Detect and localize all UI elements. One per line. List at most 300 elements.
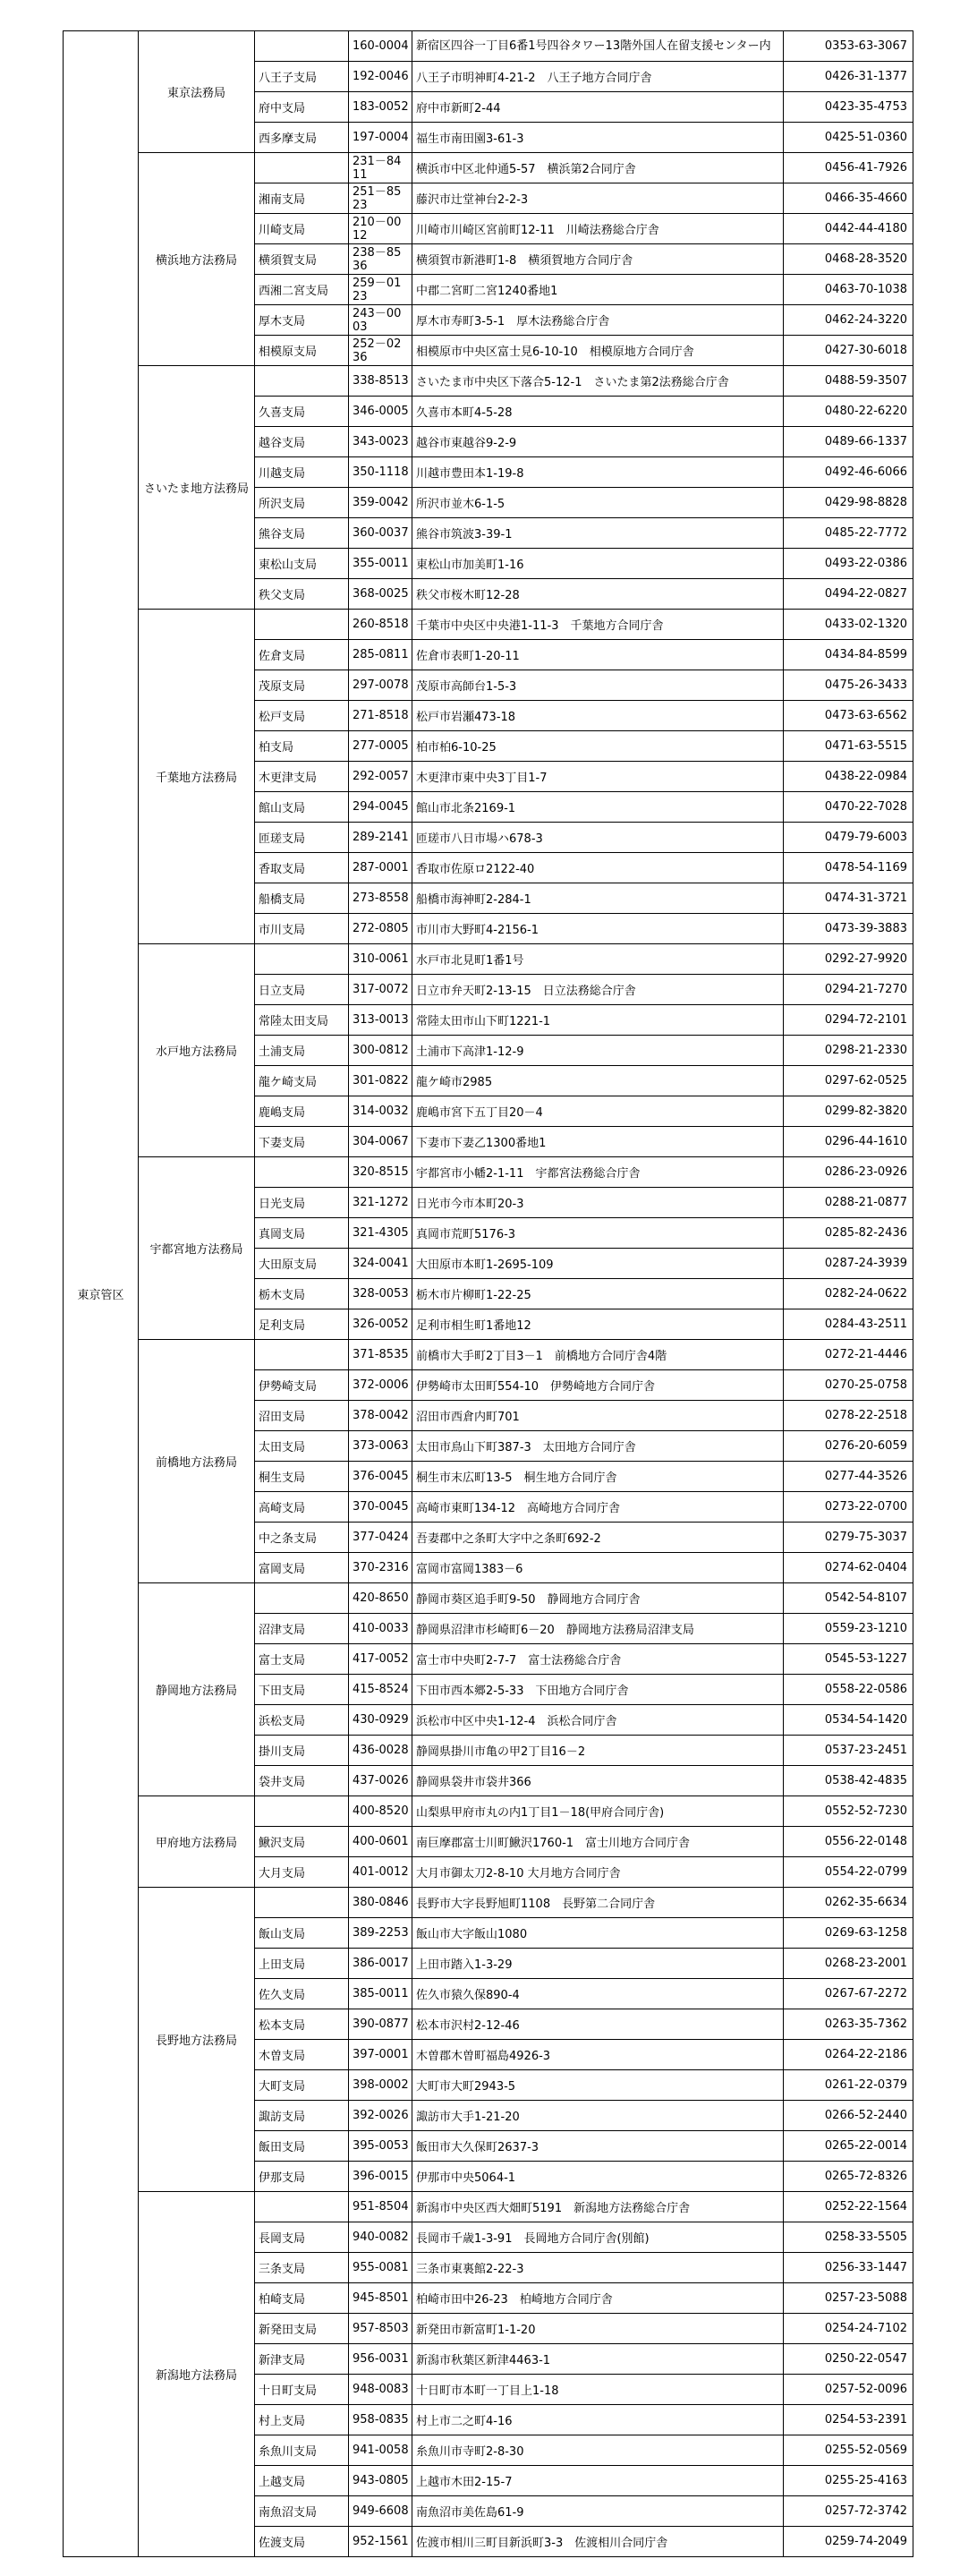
postal-code-cell: 397-0001 xyxy=(349,2040,412,2070)
branch-cell: 下妻支局 xyxy=(255,1127,349,1157)
branch-cell: 袋井支局 xyxy=(255,1766,349,1796)
phone-cell: 0263-35-7362 xyxy=(784,2009,913,2040)
branch-cell xyxy=(255,1888,349,1918)
branch-cell: 匝瑳支局 xyxy=(255,823,349,853)
phone-cell: 0488-59-3507 xyxy=(784,366,913,397)
address-cell: 市川市大野町4-2156-1 xyxy=(412,914,784,944)
table-row xyxy=(64,1796,913,1827)
postal-code-cell: 370-0045 xyxy=(349,1492,412,1523)
postal-code-cell: 948-0083 xyxy=(349,2375,412,2405)
address-cell: 所沢市並木6-1-5 xyxy=(412,488,784,518)
address-cell: 糸魚川市寺町2-8-30 xyxy=(412,2435,784,2466)
phone-cell: 0426-31-1377 xyxy=(784,62,913,92)
postal-code-cell: 360-0037 xyxy=(349,518,412,549)
address-cell: 千葉市中央区中央港1-11-3 千葉地方合同庁舎 xyxy=(412,610,784,640)
address-cell: 栃木市片柳町1-22-25 xyxy=(412,1279,784,1309)
phone-cell: 0292-27-9920 xyxy=(784,944,913,975)
address-cell: 横浜市中区北仲通5-57 横浜第2合同庁舎 xyxy=(412,153,784,183)
branch-cell: 大田原支局 xyxy=(255,1249,349,1279)
postal-code-cell: 197-0004 xyxy=(349,123,412,153)
branch-cell: 浜松支局 xyxy=(255,1705,349,1736)
branch-cell: 厚木支局 xyxy=(255,305,349,336)
phone-cell: 0258-33-5505 xyxy=(784,2222,913,2253)
address-cell: 南魚沼市美佐島61-9 xyxy=(412,2496,784,2527)
address-cell: 木更津市東中央3丁目1-7 xyxy=(412,762,784,792)
table-row xyxy=(64,366,913,397)
table-row xyxy=(64,1340,913,1370)
branch-cell: 太田支局 xyxy=(255,1431,349,1462)
phone-cell: 0259-74-2049 xyxy=(784,2527,913,2557)
branch-cell xyxy=(255,1157,349,1188)
branch-cell: 糸魚川支局 xyxy=(255,2435,349,2466)
address-cell: 柏市柏6-10-25 xyxy=(412,731,784,762)
postal-code-cell: 271-8518 xyxy=(349,701,412,731)
branch-cell: 佐倉支局 xyxy=(255,640,349,670)
branch-cell: 掛川支局 xyxy=(255,1736,349,1766)
postal-code-cell: 945-8501 xyxy=(349,2283,412,2314)
postal-code-cell: 272-0805 xyxy=(349,914,412,944)
address-cell: 足利市相生町1番地12 xyxy=(412,1309,784,1340)
branch-cell: 伊勢崎支局 xyxy=(255,1370,349,1401)
address-cell: 相模原市中央区富士見6-10-10 相模原地方合同庁舎 xyxy=(412,336,784,366)
postal-code-cell: 958-0835 xyxy=(349,2405,412,2435)
postal-code-cell: 301-0822 xyxy=(349,1066,412,1096)
phone-cell: 0262-35-6634 xyxy=(784,1888,913,1918)
branch-cell: 相模原支局 xyxy=(255,336,349,366)
phone-cell: 0425-51-0360 xyxy=(784,123,913,153)
address-cell: 新潟市中央区西大畑町5191 新潟地方法務総合庁舎 xyxy=(412,2192,784,2222)
branch-cell: 十日町支局 xyxy=(255,2375,349,2405)
address-cell: 伊勢崎市太田町554-10 伊勢崎地方合同庁舎 xyxy=(412,1370,784,1401)
branch-cell: 土浦支局 xyxy=(255,1036,349,1066)
branch-cell: 栃木支局 xyxy=(255,1279,349,1309)
postal-code-cell: 376-0045 xyxy=(349,1462,412,1492)
postal-code-cell: 957-8503 xyxy=(349,2314,412,2344)
branch-cell: 真岡支局 xyxy=(255,1218,349,1249)
table-row xyxy=(64,31,913,62)
postal-code-cell: 377-0424 xyxy=(349,1523,412,1553)
address-cell: 川崎市川崎区宮前町12-11 川崎法務総合庁舎 xyxy=(412,214,784,244)
phone-cell: 0480-22-6220 xyxy=(784,397,913,427)
table-row xyxy=(64,944,913,975)
phone-cell: 0272-21-4446 xyxy=(784,1340,913,1370)
postal-code-cell: 160-0004 xyxy=(349,31,412,62)
postal-code-cell: 321-1272 xyxy=(349,1188,412,1218)
address-cell: 浜松市中区中央1-12-4 浜松合同庁舎 xyxy=(412,1705,784,1736)
branch-cell: 日光支局 xyxy=(255,1188,349,1218)
postal-code-cell: 326-0052 xyxy=(349,1309,412,1340)
address-cell: 山梨県甲府市丸の内1丁目1－18(甲府合同庁舎) xyxy=(412,1796,784,1827)
branch-cell: 越谷支局 xyxy=(255,427,349,457)
branch-cell: 西湘二宮支局 xyxy=(255,275,349,305)
branch-cell: 村上支局 xyxy=(255,2405,349,2435)
branch-cell: 新発田支局 xyxy=(255,2314,349,2344)
postal-code-cell: 183-0052 xyxy=(349,92,412,123)
address-cell: 新潟市秋葉区新津4463-1 xyxy=(412,2344,784,2375)
postal-code-cell: 430-0929 xyxy=(349,1705,412,1736)
branch-cell: 横須賀支局 xyxy=(255,244,349,275)
branch-cell: 館山支局 xyxy=(255,792,349,823)
phone-cell: 0250-22-0547 xyxy=(784,2344,913,2375)
address-cell: 飯山市大字飯山1080 xyxy=(412,1918,784,1949)
phone-cell: 0433-02-1320 xyxy=(784,610,913,640)
branch-cell: 佐渡支局 xyxy=(255,2527,349,2557)
address-cell: 藤沢市辻堂神台2-2-3 xyxy=(412,183,784,214)
postal-code-cell: 951-8504 xyxy=(349,2192,412,2222)
phone-cell: 0479-79-6003 xyxy=(784,823,913,853)
branch-cell: 所沢支局 xyxy=(255,488,349,518)
branch-cell: 市川支局 xyxy=(255,914,349,944)
phone-cell: 0278-22-2518 xyxy=(784,1401,913,1431)
address-cell: 十日町市本町一丁目上1-18 xyxy=(412,2375,784,2405)
address-cell: 富岡市富岡1383－6 xyxy=(412,1553,784,1583)
address-cell: 三条市東裏館2-22-3 xyxy=(412,2253,784,2283)
bureau-name-cell: 横浜地方法務局 xyxy=(139,153,255,366)
branch-cell: 三条支局 xyxy=(255,2253,349,2283)
address-cell: 香取市佐原ロ2122-40 xyxy=(412,853,784,883)
address-cell: 八王子市明神町4-21-2 八王子地方合同庁舎 xyxy=(412,62,784,92)
postal-code-cell: 300-0812 xyxy=(349,1036,412,1066)
address-cell: 佐久市猿久保890-4 xyxy=(412,1979,784,2009)
postal-code-cell: 415-8524 xyxy=(349,1675,412,1705)
postal-code-cell: 320-8515 xyxy=(349,1157,412,1188)
bureau-name-cell: さいたま地方法務局 xyxy=(139,366,255,610)
postal-code-cell: 346-0005 xyxy=(349,397,412,427)
branch-cell: 松本支局 xyxy=(255,2009,349,2040)
table-row xyxy=(64,1583,913,1614)
phone-cell: 0552-52-7230 xyxy=(784,1796,913,1827)
postal-code-cell: 370-2316 xyxy=(349,1553,412,1583)
phone-cell: 0268-23-2001 xyxy=(784,1949,913,1979)
phone-cell: 0538-42-4835 xyxy=(784,1766,913,1796)
bureau-name-cell: 千葉地方法務局 xyxy=(139,610,255,944)
postal-code-cell: 313-0013 xyxy=(349,1005,412,1036)
address-cell: 日立市弁天町2-13-15 日立法務総合庁舎 xyxy=(412,975,784,1005)
branch-cell: 諏訪支局 xyxy=(255,2101,349,2131)
postal-code-cell: 386-0017 xyxy=(349,1949,412,1979)
postal-code-cell: 231－8411 xyxy=(349,153,412,183)
branch-cell: 沼津支局 xyxy=(255,1614,349,1644)
branch-cell: 上越支局 xyxy=(255,2466,349,2496)
bureau-name-cell: 前橋地方法務局 xyxy=(139,1340,255,1583)
bureau-name-cell: 甲府地方法務局 xyxy=(139,1796,255,1888)
postal-code-cell: 956-0031 xyxy=(349,2344,412,2375)
address-cell: 福生市南田園3-61-3 xyxy=(412,123,784,153)
phone-cell: 0494-22-0827 xyxy=(784,579,913,610)
branch-cell: 大町支局 xyxy=(255,2070,349,2101)
branch-cell: 香取支局 xyxy=(255,853,349,883)
address-cell: 下妻市下妻乙1300番地1 xyxy=(412,1127,784,1157)
phone-cell: 0353-63-3067 xyxy=(784,31,913,62)
postal-code-cell: 251－8523 xyxy=(349,183,412,214)
address-cell: 日光市今市本町20-3 xyxy=(412,1188,784,1218)
phone-cell: 0255-25-4163 xyxy=(784,2466,913,2496)
postal-code-cell: 243－0003 xyxy=(349,305,412,336)
phone-cell: 0554-22-0799 xyxy=(784,1857,913,1888)
branch-cell: 富士支局 xyxy=(255,1644,349,1675)
phone-cell: 0255-52-0569 xyxy=(784,2435,913,2466)
branch-cell: 南魚沼支局 xyxy=(255,2496,349,2527)
phone-cell: 0277-44-3526 xyxy=(784,1462,913,1492)
postal-code-cell: 277-0005 xyxy=(349,731,412,762)
address-cell: 常陸太田市山下町1221-1 xyxy=(412,1005,784,1036)
address-cell: 木曽郡木曽町福島4926-3 xyxy=(412,2040,784,2070)
phone-cell: 0254-24-7102 xyxy=(784,2314,913,2344)
address-cell: 大町市大町2943-5 xyxy=(412,2070,784,2101)
address-cell: 前橋市大手町2丁目3－1 前橋地方合同庁舎4階 xyxy=(412,1340,784,1370)
postal-code-cell: 287-0001 xyxy=(349,853,412,883)
branch-cell: 日立支局 xyxy=(255,975,349,1005)
postal-code-cell: 343-0023 xyxy=(349,427,412,457)
phone-cell: 0537-23-2451 xyxy=(784,1736,913,1766)
phone-cell: 0559-23-1210 xyxy=(784,1614,913,1644)
address-cell: 船橋市海神町2-284-1 xyxy=(412,883,784,914)
phone-cell: 0297-62-0525 xyxy=(784,1066,913,1096)
postal-code-cell: 260-8518 xyxy=(349,610,412,640)
address-cell: 静岡市葵区追手町9-50 静岡地方合同庁舎 xyxy=(412,1583,784,1614)
address-cell: 高崎市東町134-12 高崎地方合同庁舎 xyxy=(412,1492,784,1523)
branch-cell xyxy=(255,366,349,397)
postal-code-cell: 401-0012 xyxy=(349,1857,412,1888)
address-cell: 熊谷市筑波3-39-1 xyxy=(412,518,784,549)
postal-code-cell: 400-8520 xyxy=(349,1796,412,1827)
phone-cell: 0489-66-1337 xyxy=(784,427,913,457)
phone-cell: 0429-98-8828 xyxy=(784,488,913,518)
address-cell: 静岡県袋井市袋井366 xyxy=(412,1766,784,1796)
phone-cell: 0473-63-6562 xyxy=(784,701,913,731)
phone-cell: 0299-82-3820 xyxy=(784,1096,913,1127)
postal-code-cell: 400-0601 xyxy=(349,1827,412,1857)
address-cell: 宇都宮市小幡2-1-11 宇都宮法務総合庁舎 xyxy=(412,1157,784,1188)
address-cell: 桐生市末広町13-5 桐生地方合同庁舎 xyxy=(412,1462,784,1492)
phone-cell: 0270-25-0758 xyxy=(784,1370,913,1401)
table-row xyxy=(64,1157,913,1188)
branch-cell: 東松山支局 xyxy=(255,549,349,579)
branch-cell xyxy=(255,1583,349,1614)
postal-code-cell: 273-8558 xyxy=(349,883,412,914)
bureau-name-cell: 新潟地方法務局 xyxy=(139,2192,255,2557)
phone-cell: 0274-62-0404 xyxy=(784,1553,913,1583)
branch-cell: 鰍沢支局 xyxy=(255,1827,349,1857)
phone-cell: 0556-22-0148 xyxy=(784,1827,913,1857)
phone-cell: 0286-23-0926 xyxy=(784,1157,913,1188)
phone-cell: 0288-21-0877 xyxy=(784,1188,913,1218)
branch-cell: 飯田支局 xyxy=(255,2131,349,2162)
address-cell: 沼田市西倉内町701 xyxy=(412,1401,784,1431)
phone-cell: 0273-22-0700 xyxy=(784,1492,913,1523)
bureau-name-cell: 水戸地方法務局 xyxy=(139,944,255,1157)
postal-code-cell: 410-0033 xyxy=(349,1614,412,1644)
phone-cell: 0542-54-8107 xyxy=(784,1583,913,1614)
phone-cell: 0468-28-3520 xyxy=(784,244,913,275)
address-cell: 吾妻郡中之条町大字中之条町692-2 xyxy=(412,1523,784,1553)
branch-cell: 佐久支局 xyxy=(255,1979,349,2009)
phone-cell: 0282-24-0622 xyxy=(784,1279,913,1309)
branch-cell: 長岡支局 xyxy=(255,2222,349,2253)
postal-code-cell: 285-0811 xyxy=(349,640,412,670)
phone-cell: 0298-21-2330 xyxy=(784,1036,913,1066)
branch-cell: 足利支局 xyxy=(255,1309,349,1340)
address-cell: 上越市木田2-15-7 xyxy=(412,2466,784,2496)
postal-code-cell: 396-0015 xyxy=(349,2162,412,2192)
branch-cell: 常陸太田支局 xyxy=(255,1005,349,1036)
branch-cell: 府中支局 xyxy=(255,92,349,123)
branch-cell: 久喜支局 xyxy=(255,397,349,427)
address-cell: 諏訪市大手1-21-20 xyxy=(412,2101,784,2131)
table-row xyxy=(64,2192,913,2222)
postal-code-cell: 373-0063 xyxy=(349,1431,412,1462)
phone-cell: 0434-84-8599 xyxy=(784,640,913,670)
postal-code-cell: 420-8650 xyxy=(349,1583,412,1614)
phone-cell: 0254-53-2391 xyxy=(784,2405,913,2435)
postal-code-cell: 338-8513 xyxy=(349,366,412,397)
phone-cell: 0470-22-7028 xyxy=(784,792,913,823)
office-directory-body xyxy=(64,31,913,2557)
postal-code-cell: 355-0011 xyxy=(349,549,412,579)
address-cell: 上田市踏入1-3-29 xyxy=(412,1949,784,1979)
branch-cell: 伊那支局 xyxy=(255,2162,349,2192)
address-cell: 下田市西本郷2-5-33 下田地方合同庁舎 xyxy=(412,1675,784,1705)
branch-cell: 大月支局 xyxy=(255,1857,349,1888)
phone-cell: 0287-24-3939 xyxy=(784,1249,913,1279)
branch-cell: 川崎支局 xyxy=(255,214,349,244)
branch-cell: 松戸支局 xyxy=(255,701,349,731)
address-cell: 茂原市高師台1-5-3 xyxy=(412,670,784,701)
branch-cell: 八王子支局 xyxy=(255,62,349,92)
phone-cell: 0261-22-0379 xyxy=(784,2070,913,2101)
phone-cell: 0475-26-3433 xyxy=(784,670,913,701)
postal-code-cell: 359-0042 xyxy=(349,488,412,518)
phone-cell: 0252-22-1564 xyxy=(784,2192,913,2222)
branch-cell: 龍ケ崎支局 xyxy=(255,1066,349,1096)
branch-cell: 桐生支局 xyxy=(255,1462,349,1492)
phone-cell: 0471-63-5515 xyxy=(784,731,913,762)
branch-cell: 中之条支局 xyxy=(255,1523,349,1553)
phone-cell: 0294-21-7270 xyxy=(784,975,913,1005)
address-cell: 飯田市大久保町2637-3 xyxy=(412,2131,784,2162)
address-cell: 長岡市千歳1-3-91 長岡地方合同庁舎(別館) xyxy=(412,2222,784,2253)
phone-cell: 0279-75-3037 xyxy=(784,1523,913,1553)
phone-cell: 0492-46-6066 xyxy=(784,457,913,488)
phone-cell: 0438-22-0984 xyxy=(784,762,913,792)
branch-cell xyxy=(255,944,349,975)
postal-code-cell: 238－8536 xyxy=(349,244,412,275)
postal-code-cell: 292-0057 xyxy=(349,762,412,792)
address-cell: 久喜市本町4-5-28 xyxy=(412,397,784,427)
branch-cell: 西多摩支局 xyxy=(255,123,349,153)
table-row xyxy=(64,1888,913,1918)
postal-code-cell: 321-4305 xyxy=(349,1218,412,1249)
address-cell: 静岡県掛川市亀の甲2丁目16－2 xyxy=(412,1736,784,1766)
address-cell: 大田原市本町1-2695-109 xyxy=(412,1249,784,1279)
address-cell: 厚木市寿町3-5-1 厚木法務総合庁舎 xyxy=(412,305,784,336)
phone-cell: 0257-23-5088 xyxy=(784,2283,913,2314)
address-cell: 大月市御太刀2-8-10 大月地方合同庁舎 xyxy=(412,1857,784,1888)
address-cell: 佐渡市相川三町目新浜町3-3 佐渡相川合同庁舎 xyxy=(412,2527,784,2557)
branch-cell: 船橋支局 xyxy=(255,883,349,914)
address-cell: 新発田市新富町1-1-20 xyxy=(412,2314,784,2344)
address-cell: さいたま市中央区下落合5-12-1 さいたま第2法務総合庁舎 xyxy=(412,366,784,397)
phone-cell: 0493-22-0386 xyxy=(784,549,913,579)
postal-code-cell: 350-1118 xyxy=(349,457,412,488)
branch-cell xyxy=(255,1340,349,1370)
phone-cell: 0257-52-0096 xyxy=(784,2375,913,2405)
bureau-name-cell: 長野地方法務局 xyxy=(139,1888,255,2192)
postal-code-cell: 395-0053 xyxy=(349,2131,412,2162)
postal-code-cell: 328-0053 xyxy=(349,1279,412,1309)
postal-code-cell: 368-0025 xyxy=(349,579,412,610)
postal-code-cell: 289-2141 xyxy=(349,823,412,853)
branch-cell: 富岡支局 xyxy=(255,1553,349,1583)
phone-cell: 0266-52-2440 xyxy=(784,2101,913,2131)
address-cell: 越谷市東越谷9-2-9 xyxy=(412,427,784,457)
phone-cell: 0265-72-8326 xyxy=(784,2162,913,2192)
postal-code-cell: 941-0058 xyxy=(349,2435,412,2466)
postal-code-cell: 437-0026 xyxy=(349,1766,412,1796)
address-cell: 水戸市北見町1番1号 xyxy=(412,944,784,975)
address-cell: 中郡二宮町二宮1240番地1 xyxy=(412,275,784,305)
postal-code-cell: 371-8535 xyxy=(349,1340,412,1370)
phone-cell: 0269-63-1258 xyxy=(784,1918,913,1949)
postal-code-cell: 252－0236 xyxy=(349,336,412,366)
address-cell: 秩父市桜木町12-28 xyxy=(412,579,784,610)
phone-cell: 0294-72-2101 xyxy=(784,1005,913,1036)
address-cell: 府中市新町2-44 xyxy=(412,92,784,123)
postal-code-cell: 389-2253 xyxy=(349,1918,412,1949)
region-cell: 東京管区 xyxy=(64,31,139,2557)
branch-cell: 木曽支局 xyxy=(255,2040,349,2070)
branch-cell: 沼田支局 xyxy=(255,1401,349,1431)
postal-code-cell: 304-0067 xyxy=(349,1127,412,1157)
address-cell: 松戸市岩瀬473-18 xyxy=(412,701,784,731)
postal-code-cell: 372-0006 xyxy=(349,1370,412,1401)
address-cell: 龍ケ崎市2985 xyxy=(412,1066,784,1096)
phone-cell: 0545-53-1227 xyxy=(784,1644,913,1675)
postal-code-cell: 952-1561 xyxy=(349,2527,412,2557)
table-row xyxy=(64,610,913,640)
address-cell: 真岡市荒町5176-3 xyxy=(412,1218,784,1249)
bureau-name-cell: 東京法務局 xyxy=(139,31,255,153)
phone-cell: 0264-22-2186 xyxy=(784,2040,913,2070)
address-cell: 静岡県沼津市杉崎町6－20 静岡地方法務局沼津支局 xyxy=(412,1614,784,1644)
phone-cell: 0462-24-3220 xyxy=(784,305,913,336)
postal-code-cell: 297-0078 xyxy=(349,670,412,701)
branch-cell: 新津支局 xyxy=(255,2344,349,2375)
postal-code-cell: 949-6608 xyxy=(349,2496,412,2527)
branch-cell: 上田支局 xyxy=(255,1949,349,1979)
address-cell: 東松山市加美町1-16 xyxy=(412,549,784,579)
address-cell: 匝瑳市八日市場ハ678-3 xyxy=(412,823,784,853)
branch-cell: 川越支局 xyxy=(255,457,349,488)
address-cell: 土浦市下高津1-12-9 xyxy=(412,1036,784,1066)
branch-cell: 湘南支局 xyxy=(255,183,349,214)
branch-cell: 茂原支局 xyxy=(255,670,349,701)
postal-code-cell: 380-0846 xyxy=(349,1888,412,1918)
branch-cell: 下田支局 xyxy=(255,1675,349,1705)
address-cell: 村上市二之町4-16 xyxy=(412,2405,784,2435)
branch-cell xyxy=(255,2192,349,2222)
phone-cell: 0285-82-2436 xyxy=(784,1218,913,1249)
branch-cell xyxy=(255,610,349,640)
phone-cell: 0534-54-1420 xyxy=(784,1705,913,1736)
postal-code-cell: 378-0042 xyxy=(349,1401,412,1431)
address-cell: 富士市中央町2-7-7 富士法務総合庁舎 xyxy=(412,1644,784,1675)
branch-cell: 秩父支局 xyxy=(255,579,349,610)
postal-code-cell: 392-0026 xyxy=(349,2101,412,2131)
phone-cell: 0456-41-7926 xyxy=(784,153,913,183)
postal-code-cell: 192-0046 xyxy=(349,62,412,92)
postal-code-cell: 317-0072 xyxy=(349,975,412,1005)
